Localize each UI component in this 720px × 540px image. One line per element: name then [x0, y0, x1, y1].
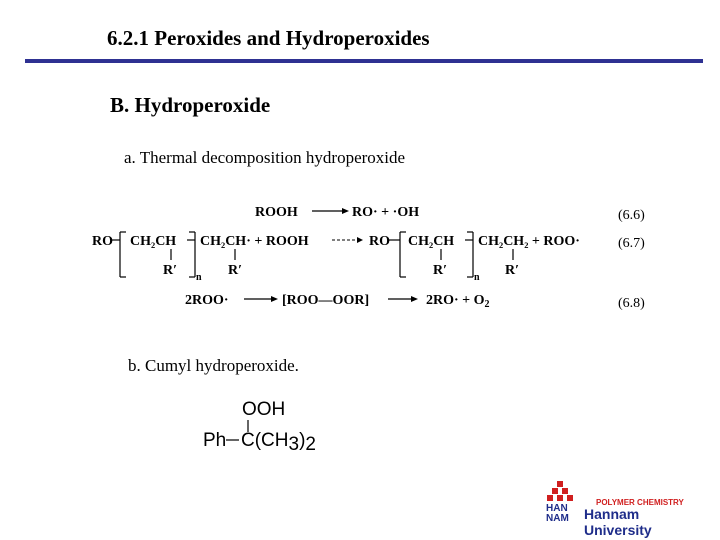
cumyl-subscript-2: 2: [305, 434, 316, 455]
eq67-rhs-repeat: CH₂CH: [408, 234, 455, 249]
eq67-lhs-end: CH₂CH· + ROOH: [200, 234, 309, 249]
hannam-university-logo: [540, 478, 710, 538]
eq67-rhs-index: n: [474, 272, 480, 283]
eq68-intermediate: [ROO—OOR]: [282, 293, 370, 308]
eq66-lhs: ROOH: [255, 205, 298, 220]
logo-mark-square-bottom-right: [567, 495, 573, 501]
eq67-lhs-repeat-substituent: R′: [163, 263, 178, 278]
cumyl-top-group: OOH: [242, 399, 286, 420]
logo-mark-square-mid-left: [552, 488, 558, 494]
eq67-lhs-repeat: CH₂CH: [130, 234, 177, 249]
cumyl-carbon-start: C(CH: [241, 430, 289, 451]
eq68-rhs-subscript: 2: [484, 299, 490, 310]
eq67-lhs-start: RO: [92, 234, 113, 249]
eq68-rhs-main: 2RO· + O: [426, 293, 485, 308]
eq66-rhs: RO· + ·OH: [352, 205, 420, 220]
eq68-rhs: [426, 293, 490, 310]
item-a-text: a. Thermal decomposition hydroperoxide: [124, 148, 406, 167]
eq66-arrowhead: [342, 208, 349, 214]
logo-nam-text: NAM: [546, 513, 569, 524]
logo-mark-square-bottom-left: [547, 495, 553, 501]
title-rule: [25, 59, 703, 63]
cumyl-subscript-3: 3: [288, 434, 300, 455]
eq68-arrowhead-2: [411, 296, 418, 302]
eq67-lhs-index: n: [196, 272, 202, 283]
eq67-rhs-start: RO: [369, 234, 390, 249]
eq66-number: (6.6): [618, 208, 645, 223]
eq67-arrowhead: [357, 237, 363, 243]
cumyl-hydroperoxide-structure: [195, 392, 325, 460]
item-b-text: b. Cumyl hydroperoxide.: [128, 356, 299, 375]
cumyl-close-paren: ): [299, 430, 306, 451]
eq68-number: (6.8): [618, 296, 645, 311]
eq67-number: (6.7): [618, 236, 645, 251]
eq67-rhs-repeat-substituent: R′: [433, 263, 448, 278]
eq68-lhs: 2ROO·: [185, 293, 229, 308]
logo-mark-square-top: [557, 481, 563, 487]
eq67-rhs-end: CH₂CH₂ + ROO·: [478, 234, 580, 249]
eq68-arrowhead-1: [271, 296, 278, 302]
cumyl-phenyl: Ph: [203, 430, 227, 451]
logo-mark-square-mid-right: [562, 488, 568, 494]
slide-title: 6.2.1 Peroxides and Hydroperoxides: [107, 26, 430, 50]
equation-6-7: [92, 232, 645, 283]
logo-mark-square-bottom-center: [557, 495, 563, 501]
eq67-lhs-end-substituent: R′: [228, 263, 243, 278]
eq67-rhs-end-substituent: R′: [505, 263, 520, 278]
logo-university-text: Hannam University: [584, 506, 652, 538]
section-heading: B. Hydroperoxide: [110, 93, 271, 117]
logo-han-text: HAN: [546, 503, 568, 514]
reaction-scheme: [85, 192, 665, 317]
equation-6-8: [185, 293, 645, 311]
logo-department-text: POLYMER CHEMISTRY: [596, 498, 684, 507]
cumyl-carbon-group: [241, 430, 316, 455]
equation-6-6: [255, 205, 645, 223]
